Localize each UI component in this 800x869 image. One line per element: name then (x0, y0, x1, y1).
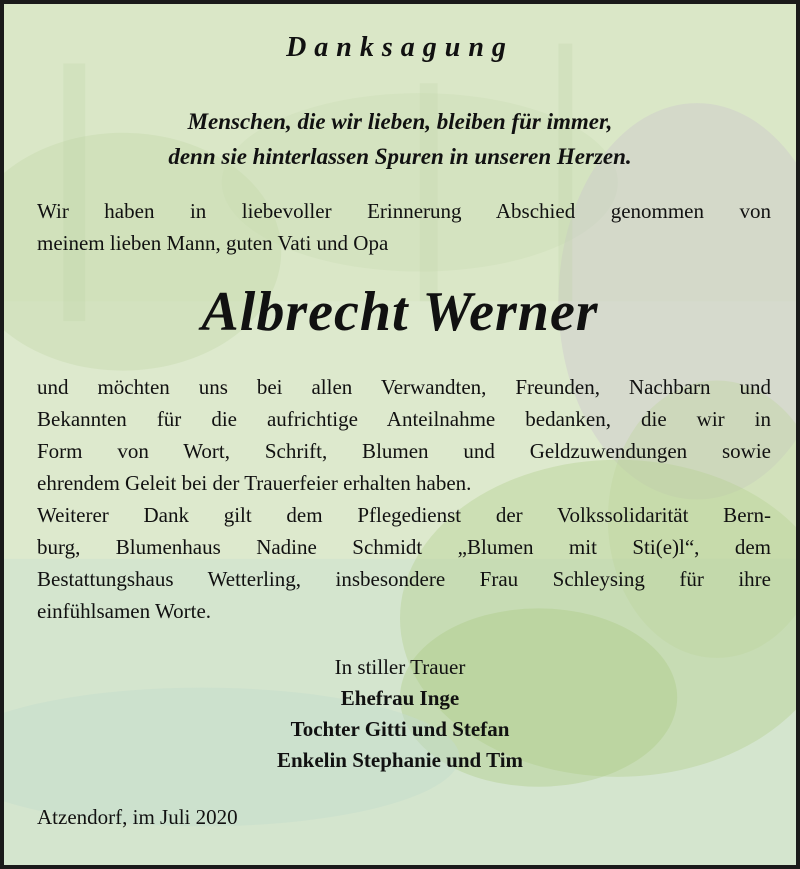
body-line: Bekannten für die aufrichtige Anteilnahme bedanken, die wir in (37, 407, 771, 431)
signoff-intro: In stiller Trauer (334, 655, 466, 679)
body-line: burg, Blumenhaus Nadine Schmidt „Blumen mit Sti(e)l“, dem (37, 535, 771, 559)
intro-line: Wir haben in liebevoller Erinnerung Abschied genommen von (37, 199, 771, 223)
motto-line: Menschen, die wir lieben, bleiben für immer, (187, 109, 613, 134)
body-line: und möchten uns bei allen Verwandten, Freunden, Nachbarn und (37, 375, 771, 399)
mourner-line: Ehefrau Inge (340, 686, 460, 710)
place-date: Atzendorf, im Juli 2020 (37, 805, 238, 829)
motto (4, 104, 796, 174)
body-line: Form von Wort, Schrift, Blumen und Geldzuwendungen sowie (37, 439, 771, 463)
intro-line: meinem lieben Mann, guten Vati und Opa (37, 231, 389, 255)
body-line: ehrendem Geleit bei der Trauerfeier erhalten haben. (37, 471, 472, 495)
body-line: Bestattungshaus Wetterling, insbesondere Frau Schleysing für ihre (37, 567, 771, 591)
motto-line: denn sie hinterlassen Spuren in unseren Herzen. (168, 144, 632, 169)
body-line: Weiterer Dank gilt dem Pflegedienst der Volkssolidarität Bern- (37, 503, 771, 527)
deceased-name: Albrecht Werner (201, 281, 599, 343)
body-text (37, 371, 771, 627)
mourner-line: Tochter Gitti und Stefan (290, 717, 510, 741)
body-line: einfühlsamen Worte. (37, 599, 212, 623)
intro-text (37, 195, 771, 259)
mourner-line: Enkelin Stephanie und Tim (276, 748, 524, 772)
heading: Danksagung (286, 32, 514, 63)
signoff (4, 652, 796, 776)
